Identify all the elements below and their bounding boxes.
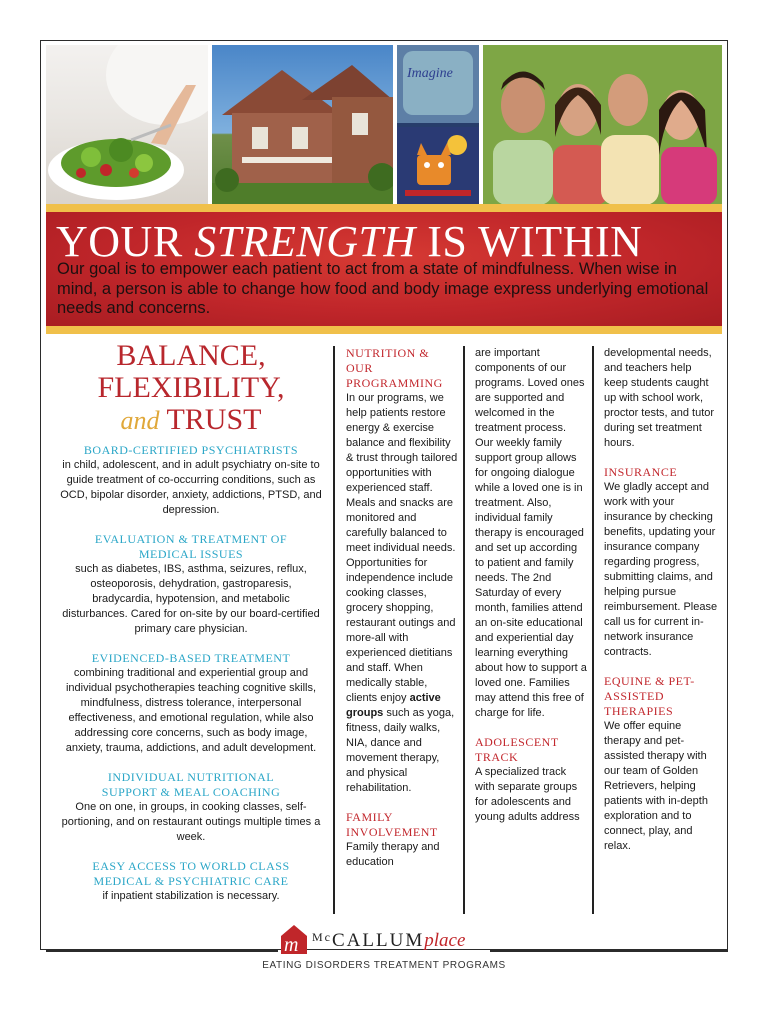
headline: YOUR STRENGTH IS WITHIN [56,217,643,266]
heading-nutrition: NUTRITION & OUR PROGRAMMING [346,346,443,390]
gold-band-bottom [46,326,722,334]
logo-house-icon [280,924,308,954]
section-body: combining traditional and experiential group and individual psychotherapies teaching cognitive skills, mindfulness, distress tolerance, interpersonal effectiveness, and emotional regulation, while also addressing core concerns, such as body image, anxiety, trauma, addictions, and adult development. [65,667,317,754]
heading-family: FAMILY INVOLVEMENT [346,810,438,839]
footer-rule-left [46,950,278,952]
paragraph-adolescent: A specialized track with separate groups for adolescents and young adults address [475,766,580,823]
section-title: BALANCE, FLEXIBILITY, and TRUST [97,339,285,436]
gold-band-top [46,204,722,212]
paragraph-family: Family therapy and education [346,841,440,868]
footer-rule-right [490,950,728,952]
section-heading: EVIDENCED-BASED TREATMENT [91,651,291,665]
section-body: in child, adolescent, and in adult psychiatry on-site to guide treatment of co-occurring conditions, such as OCD, bipolar disorder, anxiety, addictions, PTSD, and depression. [60,459,322,516]
section-heading: INDIVIDUAL NUTRITIONAL SUPPORT & MEAL COACHING [101,770,281,799]
section-body: if inpatient stabilization is necessary. [102,890,280,902]
footer-tagline: EATING DISORDERS TREATMENT PROGRAMS [262,960,506,971]
headline-emphasis: STRENGTH [194,217,416,266]
column-nutrition [346,346,458,870]
section-heading: BOARD-CERTIFIED PSYCHIATRISTS [83,443,299,457]
family-photo [483,45,722,205]
photo-strip [46,45,722,205]
paragraph-nutrition: In our programs, we help patients restore energy & exercise balance and flexibility & trust through tailored opportunities with experienced staff. Meals and snacks are monitored and carefully balanced to meet individual needs. Opportunities for independence include cooking classes, grocery shopping, restaurant outings and more-all with experienced dietitians and staff. When medically stable, clients enjoy active groups such as yoga, fitness, daily walks, NIA, dance and movement therapy, and physical rehabilitation. [346,392,458,794]
column-divider [463,346,465,914]
paragraph-family-cont: are important components of our programs. Loved ones are supported and welcomed in the treatment process. Our weekly family support group allows for ongoing dialogue while a loved one is in treatment. Also, individual family therapy is encouraged and set up according to patient and family needs. The 2nd Saturday of every month, families attend an on-site educational and experiential day learning everything about how to support a loved one. Families may attend this free of charge for life. [475,347,587,719]
column-divider [333,346,335,914]
salad-photo [46,45,208,205]
section-heading: EVALUATION & TREATMENT OF MEDICAL ISSUES [94,532,288,561]
mccallum-place-logo [280,922,490,958]
paragraph-equine: We offer equine therapy and pet-assisted therapy with our team of Golden Retrievers, helping patients with in-depth exploration and to connect, play, and relax. [604,720,708,852]
section-heading: EASY ACCESS TO WORLD CLASS MEDICAL & PSYCHIATRIC CARE [92,859,290,888]
heading-adolescent: ADOLESCENT TRACK [475,735,559,764]
house-photo [212,45,393,205]
paragraph-adolescent-cont: developmental needs, and teachers help keep students caught up with school work, proctor tests, and tutor during set treatment hours. [604,347,715,449]
headline-subtext: Our goal is to empower each patient to act from a state of mindfulness. When wise in mind, a person is able to change how food and body image express underlying emotional needs and concerns. [57,260,709,317]
column-family [475,346,587,825]
column-divider [592,346,594,914]
svg-text:Imagine: Imagine [407,66,453,81]
section-body: One on one, in groups, in cooking classes, self-portioning, and on restaurant outings multiple times a week. [61,801,321,843]
logo-wordmark: $^{Mc}$CALLUMplace [312,930,466,951]
heading-equine: EQUINE & PET-ASSISTED THERAPIES [604,674,695,718]
art-photo [397,45,479,205]
paragraph-insurance: We gladly accept and work with your insurance by checking benefits, updating your insurance company regarding progress, submitting claims, and helping pursue reimbursement. Please call us for current in-network insurance contracts. [604,481,718,658]
left-column [60,340,322,904]
heading-insurance: INSURANCE [604,465,678,479]
svg-text:m: m [284,934,299,954]
section-body: such as diabetes, IBS, asthma, seizures, reflux, osteoporosis, dehydration, gastroparesis, bradycardia, hypotension, and metabolic disturbances. Cared for on-site by our board-certified primary care physician. [62,563,320,635]
column-insurance [604,346,718,854]
